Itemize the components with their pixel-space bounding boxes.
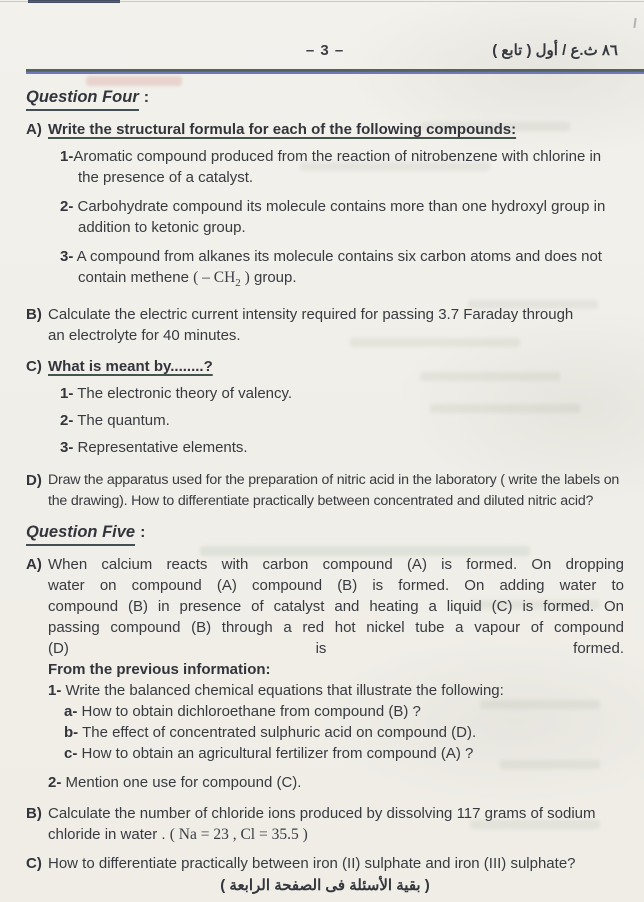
question-four-title: Question Four <box>26 87 139 111</box>
question-five-heading <box>26 522 624 546</box>
item-number: 2- <box>60 412 74 429</box>
q5a-subitem-b <box>64 722 624 743</box>
q4a-item-3 <box>26 246 624 294</box>
item-text: The quantum. <box>73 412 170 429</box>
item-text: Mention one use for compound (C). <box>61 774 302 791</box>
item-number: a- <box>64 703 78 720</box>
item-number: 1- <box>60 385 74 402</box>
q5a-subitems <box>64 701 624 764</box>
page-content <box>26 40 624 896</box>
q4b-text: Calculate the electric current intensity required for passing 3.7 Faraday through an electrolyte for 40 minutes. <box>48 306 574 344</box>
q5a-line: (D) is formed. <box>48 640 624 657</box>
q5b-text: Calculate the number of chloride ions produced by dissolving 117 grams of sodium chloride in water . <box>48 805 596 843</box>
q4c-item-3 <box>26 437 624 458</box>
item-number: c- <box>64 745 78 762</box>
section-label: D) <box>26 472 42 489</box>
page-header <box>26 40 624 62</box>
exam-reference-arabic: ٨٦ ث.ع / أول ( تابع ) <box>492 42 618 59</box>
q5a-line: water on compound (A) compound (B) is formed. On adding water to <box>48 577 624 594</box>
q4c-item-2 <box>26 410 624 431</box>
header-rule <box>26 69 644 74</box>
question-five-title: Question Five <box>26 522 135 546</box>
q5a-item-2 <box>48 772 624 793</box>
item-number: 1- <box>60 148 74 165</box>
scan-artifact-top-line <box>0 1 644 2</box>
q4a-item-1 <box>26 146 624 188</box>
item-number: b- <box>64 724 79 741</box>
item-text: A compound from alkanes its molecule contains six carbon atoms and does not contain methene <box>73 248 602 286</box>
q5-section-c <box>26 853 624 874</box>
item-text: Write the balanced chemical equations that illustrate the following: <box>61 682 504 699</box>
q5-section-b <box>26 803 624 845</box>
q5a-line: When calcium reacts with carbon compound (A) is formed. On dropping <box>48 556 624 573</box>
item-number: 3- <box>60 439 74 456</box>
item-text: group. <box>249 269 297 286</box>
section-label: C) <box>26 358 42 375</box>
q5a-line: passing compound (B) through a red hot nickel tube a vapour of compound <box>48 619 624 636</box>
section-label: A) <box>26 121 42 138</box>
item-text: The electronic theory of valency. <box>73 385 293 402</box>
item-text: Carbohydrate compound its molecule contains more than one hydroxyl group in addition to ketonic group. <box>73 198 606 236</box>
q4a-item-2 <box>26 196 624 238</box>
q5c-text: How to differentiate practically between iron (II) sulphate and iron (III) sulphate? <box>48 855 576 872</box>
item-text: Aromatic compound produced from the reaction of nitrobenzene with chlorine in the presence of a catalyst. <box>73 148 602 186</box>
question-five-colon: : <box>140 524 146 541</box>
q4-section-a <box>26 119 624 140</box>
item-text: The effect of concentrated sulphuric acid on compound (D). <box>78 724 477 741</box>
q4-section-c <box>26 356 624 377</box>
q5a-line: compound (B) in presence of catalyst and heating a liquid (C) is formed. On <box>48 598 624 615</box>
q4c-item-1 <box>26 383 624 404</box>
q4d-text: Draw the apparatus used for the preparation of nitric acid in the laboratory ( write the labels on the drawing). How to differentiate practically between concentrated and diluted nitric acid? <box>48 472 620 509</box>
section-label: B) <box>26 306 42 323</box>
ch2-formula-subscript: 2 <box>235 277 241 289</box>
section-label: C) <box>26 855 42 872</box>
item-text: How to obtain dichloroethane from compound (B) ? <box>77 703 421 720</box>
footer-note-arabic: ( بقية الأسئلة فى الصفحة الرابعة ) <box>220 877 430 894</box>
item-number: 3- <box>60 248 74 265</box>
scan-artifact-corner-mark <box>633 18 636 28</box>
item-text: Representative elements. <box>73 439 248 456</box>
q5a-subitem-a <box>64 701 624 722</box>
page-number: – 3 – <box>305 42 345 59</box>
q5b-formula: ( Na = 23 , Cl = 35.5 ) <box>169 826 308 843</box>
item-number: 2- <box>48 774 62 791</box>
q4-section-d <box>26 470 624 512</box>
item-text: How to obtain an agricultural fertilizer from compound (A) ? <box>77 745 474 762</box>
question-four-colon: : <box>143 89 150 106</box>
q5a-subheading: From the previous information: <box>48 661 271 678</box>
item-number: 2- <box>60 198 74 215</box>
section-label: B) <box>26 805 42 822</box>
q4a-heading: Write the structural formula for each of the following compounds: <box>48 121 517 138</box>
section-label: A) <box>26 556 42 573</box>
q5a-item-1 <box>48 680 624 701</box>
q4c-heading: What is meant by........? <box>48 358 213 375</box>
question-four-heading <box>26 87 624 111</box>
ch2-formula: ( – CH <box>193 269 236 286</box>
q4-section-b <box>26 304 624 346</box>
ch2-formula: ) <box>240 269 250 286</box>
q5-section-a <box>26 554 624 793</box>
item-number: 1- <box>48 682 62 699</box>
q5a-subitem-c <box>64 743 624 764</box>
